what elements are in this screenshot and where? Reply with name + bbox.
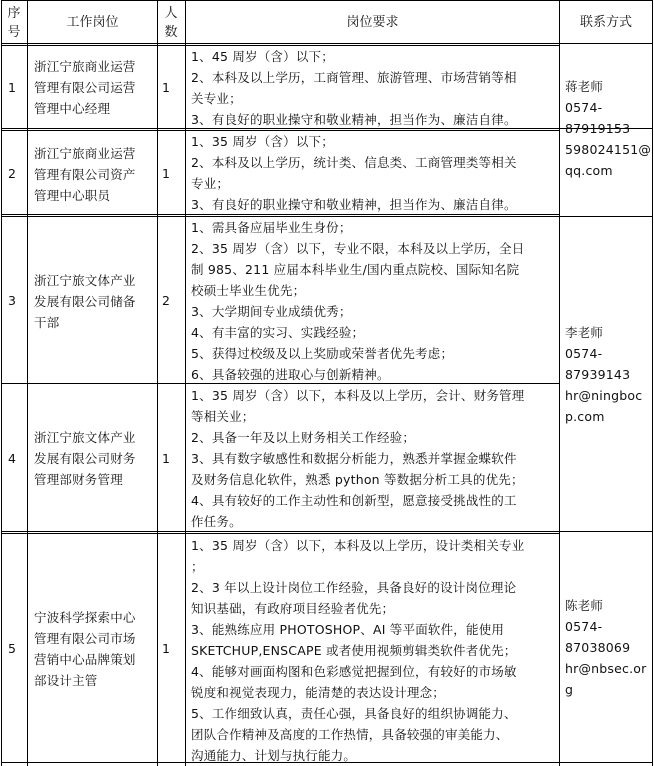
contact-phone: 0574- xyxy=(565,619,603,634)
contact-email: qq.com xyxy=(565,163,613,178)
row-seq: 4 xyxy=(8,451,17,466)
row-count: 1 xyxy=(162,80,171,95)
row-position: 浙江宁旅商业运营 管理有限公司资产 管理中心职员 xyxy=(34,146,136,203)
row-count: 1 xyxy=(162,451,171,466)
row-seq: 2 xyxy=(8,166,17,181)
row-requirements: 1、需具备应届毕业生身份； 2、35 周岁（含）以下，专业不限，本科及以上学历，全日 制 985、211 应届本科毕业生/国内重点院校、国际知名院 校硕士毕业生优先； 3、大学期间专业成绩优秀； 4、有丰富的实习、实践经验； 5、获得过校级及以上奖励或荣誉者优先考虑； 6、具备较强的进取心与创新精神。 xyxy=(191,220,525,382)
contact-phone: 87038069 xyxy=(565,640,631,655)
contact-name: 蒋老师 xyxy=(565,79,604,94)
contact-cell xyxy=(565,76,651,181)
header-count: 人 数 xyxy=(164,6,178,40)
row-count: 2 xyxy=(162,293,171,308)
contact-email: hr@ningboc xyxy=(565,388,643,403)
contact-email: 598024151@ xyxy=(565,142,652,157)
header-requirements: 岗位要求 xyxy=(346,15,399,30)
row-requirements: 1、45 周岁（含）以下； 2、本科及以上学历，工商管理、旅游管理、市场营销等相 关专业； 3、有良好的职业操守和敬业精神，担当作为、廉洁自律。 xyxy=(191,49,517,127)
header-seq: 序 号 xyxy=(7,6,21,40)
row-position: 浙江宁旅商业运营 管理有限公司运营 管理中心经理 xyxy=(34,59,136,116)
row-seq: 3 xyxy=(8,293,17,308)
row-seq: 5 xyxy=(8,641,17,656)
row-position: 浙江宁旅文体产业 发展有限公司储备 干部 xyxy=(34,273,136,330)
row-requirements: 1、35 周岁（含）以下，本科及以上学历，设计类相关专业 ； 2、3 年以上设计岗位工作经验，具备良好的设计岗位理论 知识基础，有政府项目经验者优先； 3、能熟练应用 PHOTOSHOP、AI 等平面软件，能使用 SKETCHUP,ENSCAPE 或者使用视频剪辑类软件者优先； 4、能够对画面构图和色彩感觉把握到位，有较好的市场敏 锐度和视觉表现力，能清楚的表达设计理念； 5、工作细致认真，责任心强，具备良好的组织协调能力、 团队合作精神及高度的工作热情，具备较强的审美能力、 沟通能力、计划与执行能力。 xyxy=(191,538,525,763)
contact-phone: 87919153 xyxy=(565,121,631,136)
contact-cell xyxy=(565,322,642,427)
row-count: 1 xyxy=(162,641,171,656)
contact-name: 陈老师 xyxy=(565,598,604,613)
contact-phone: 0574- xyxy=(565,346,603,361)
row-position: 宁波科学探索中心 管理有限公司市场 营销中心品牌策划 部设计主管 xyxy=(34,610,136,688)
row-requirements: 1、35 周岁（含）以下； 2、本科及以上学历，统计类、信息类、工商管理类等相关 专业； 3、有良好的职业操守和敬业精神，担当作为、廉洁自律。 xyxy=(191,134,517,212)
header-position: 工作岗位 xyxy=(66,15,119,30)
row-count: 1 xyxy=(162,166,171,181)
header-contact: 联系方式 xyxy=(579,15,632,30)
row-seq: 1 xyxy=(8,80,17,95)
contact-cell xyxy=(565,595,646,700)
contact-email: p.com xyxy=(565,409,605,424)
contact-email: hr@nbsec.or xyxy=(565,661,647,676)
contact-name: 李老师 xyxy=(565,325,604,340)
contact-email: g xyxy=(565,682,574,697)
row-position: 浙江宁旅文体产业 发展有限公司财务 管理部财务管理 xyxy=(34,430,136,487)
row-requirements: 1、35 周岁（含）以下，本科及以上学历，会计、财务管理 等相关业； 2、具备一年及以上财务相关工作经验； 3、具有数字敏感性和数据分析能力，熟悉并掌握金蝶软件 及财务信息化软件，熟悉 python 等数据分析工具的优先； 4、具有较好的工作主动性和创新型，愿意接受挑战性的工 作任务。 xyxy=(191,388,525,529)
contact-phone: 87939143 xyxy=(565,367,631,382)
contact-phone: 0574- xyxy=(565,100,603,115)
